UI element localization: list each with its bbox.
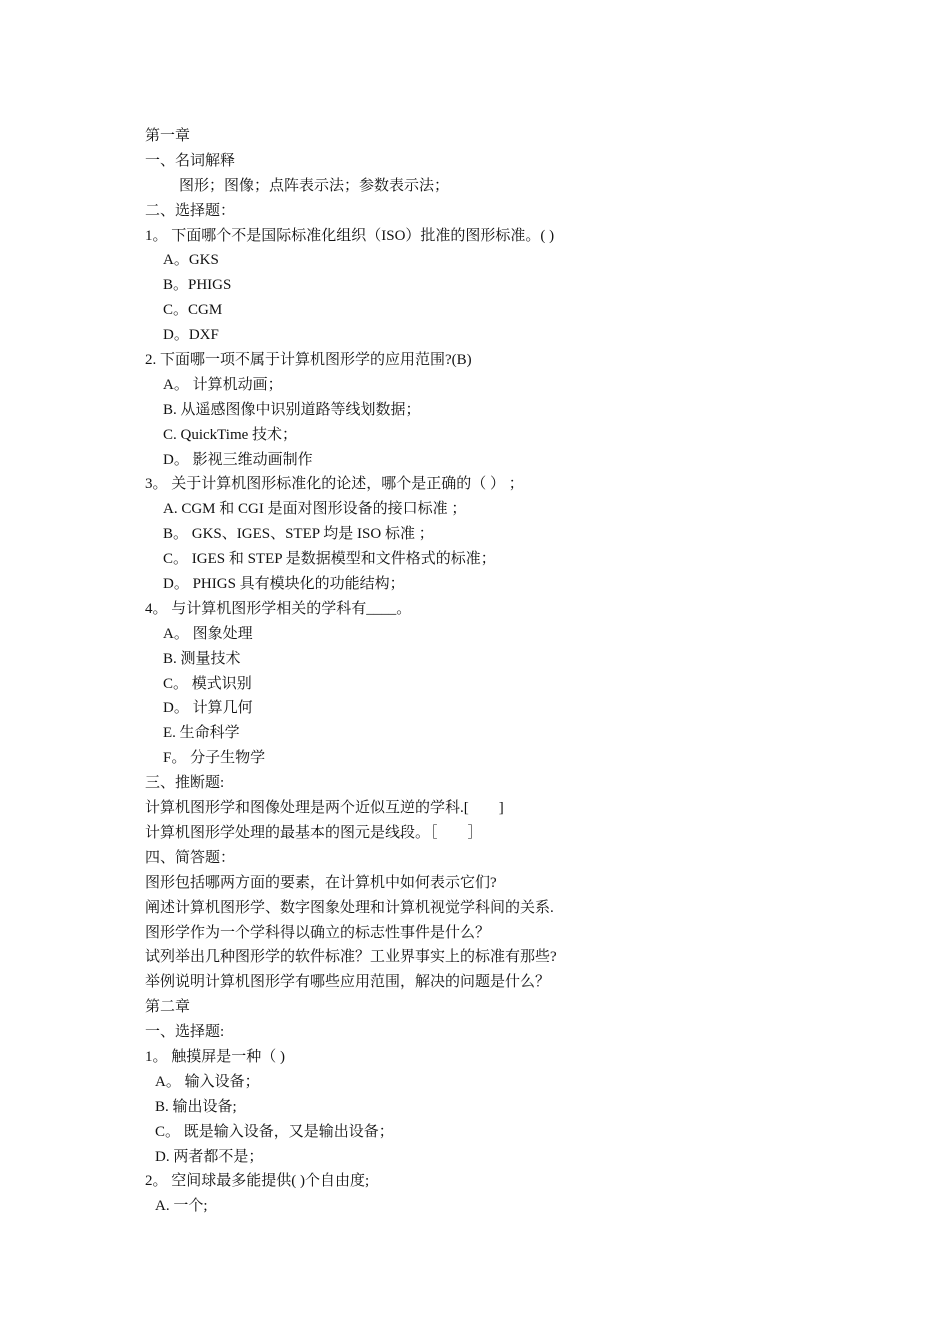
judgement-item: 计算机图形学和图像处理是两个近似互逆的学科.[ ] — [145, 800, 504, 817]
chapter-1-title: 第一章 — [145, 128, 191, 144]
question-option: C。CGM — [163, 302, 223, 319]
question-option: B。PHIGS — [163, 277, 232, 294]
question-stem: 1。 触摸屏是一种（ ) — [145, 1048, 285, 1065]
judgement-item: 计算机图形学处理的最基本的图元是线段。［ ］ — [145, 824, 483, 841]
question-option: B. 输出设备; — [155, 1098, 237, 1115]
short-answer-item: 举例说明计算机图形学有哪些应用范围，解决的问题是什么？ — [145, 974, 551, 991]
question-option: C。 IGES 和 STEP 是数据模型和文件格式的标准； — [163, 551, 496, 568]
question-option: B. 从遥感图像中识别道路等线划数据； — [163, 401, 421, 418]
question-option: D. 两者都不是； — [155, 1148, 264, 1165]
question-option: D。 影视三维动画制作 — [163, 451, 313, 468]
question-option: A。 图象处理 — [163, 625, 253, 642]
question-option: D。DXF — [163, 327, 219, 344]
terms-list: 图形；图像；点阵表示法；参数表示法； — [179, 177, 450, 194]
question-option: D。 PHIGS 具有模块化的功能结构； — [163, 576, 405, 593]
question-option: B。 GKS、IGES、STEP 均是 ISO 标准 ； — [163, 526, 434, 543]
document-body — [145, 124, 845, 1219]
question-option: E. 生命科学 — [163, 725, 240, 742]
question-option: C. QuickTime 技术； — [163, 426, 298, 443]
short-answer-item: 图形学作为一个学科得以确立的标志性事件是什么？ — [145, 924, 491, 941]
section-heading-judgement: 三、推断题: — [145, 775, 225, 792]
short-answer-item: 试列举出几种图形学的软件标准？工业界事实上的标准有那些? — [145, 949, 557, 966]
question-option: A。GKS — [163, 252, 219, 269]
question-option: B. 测量技术 — [163, 650, 241, 667]
section-heading-choice: 一、选择题: — [145, 1024, 225, 1041]
question-stem: 1。 下面哪个不是国际标准化组织（ISO）批准的图形标准。( ) — [145, 227, 555, 244]
question-option: C。 模式识别 — [163, 675, 252, 692]
question-option: C。 既是输入设备，又是输出设备； — [155, 1123, 394, 1140]
section-heading-short-answer: 四、简答题： — [145, 849, 236, 866]
short-answer-item: 图形包括哪两方面的要素，在计算机中如何表示它们? — [145, 874, 497, 891]
question-option: A。 输入设备； — [155, 1073, 260, 1090]
question-stem: 3。 关于计算机图形标准化的论述，哪个是正确的（ ） ； — [145, 476, 524, 493]
question-option: A。 计算机动画； — [163, 376, 283, 393]
chapter-2-title: 第二章 — [145, 999, 191, 1016]
question-stem: 4。 与计算机图形学相关的学科有____。 — [145, 600, 412, 617]
question-option: D。 计算几何 — [163, 700, 253, 717]
question-option: A. 一个; — [155, 1198, 208, 1215]
question-option: F。 分子生物学 — [163, 750, 266, 767]
question-stem: 2。 空间球最多能提供( )个自由度; — [145, 1173, 370, 1190]
question-option: A. CGM 和 CGI 是面对图形设备的接口标准 ； — [163, 501, 467, 518]
section-heading-terms: 一、名词解释 — [145, 152, 236, 169]
short-answer-item: 阐述计算机图形学、数字图象处理和计算机视觉学科间的关系. — [145, 899, 554, 916]
section-heading-choice: 二、选择题： — [145, 202, 236, 219]
question-stem: 2. 下面哪一项不属于计算机图形学的应用范围?(B) — [145, 352, 472, 369]
